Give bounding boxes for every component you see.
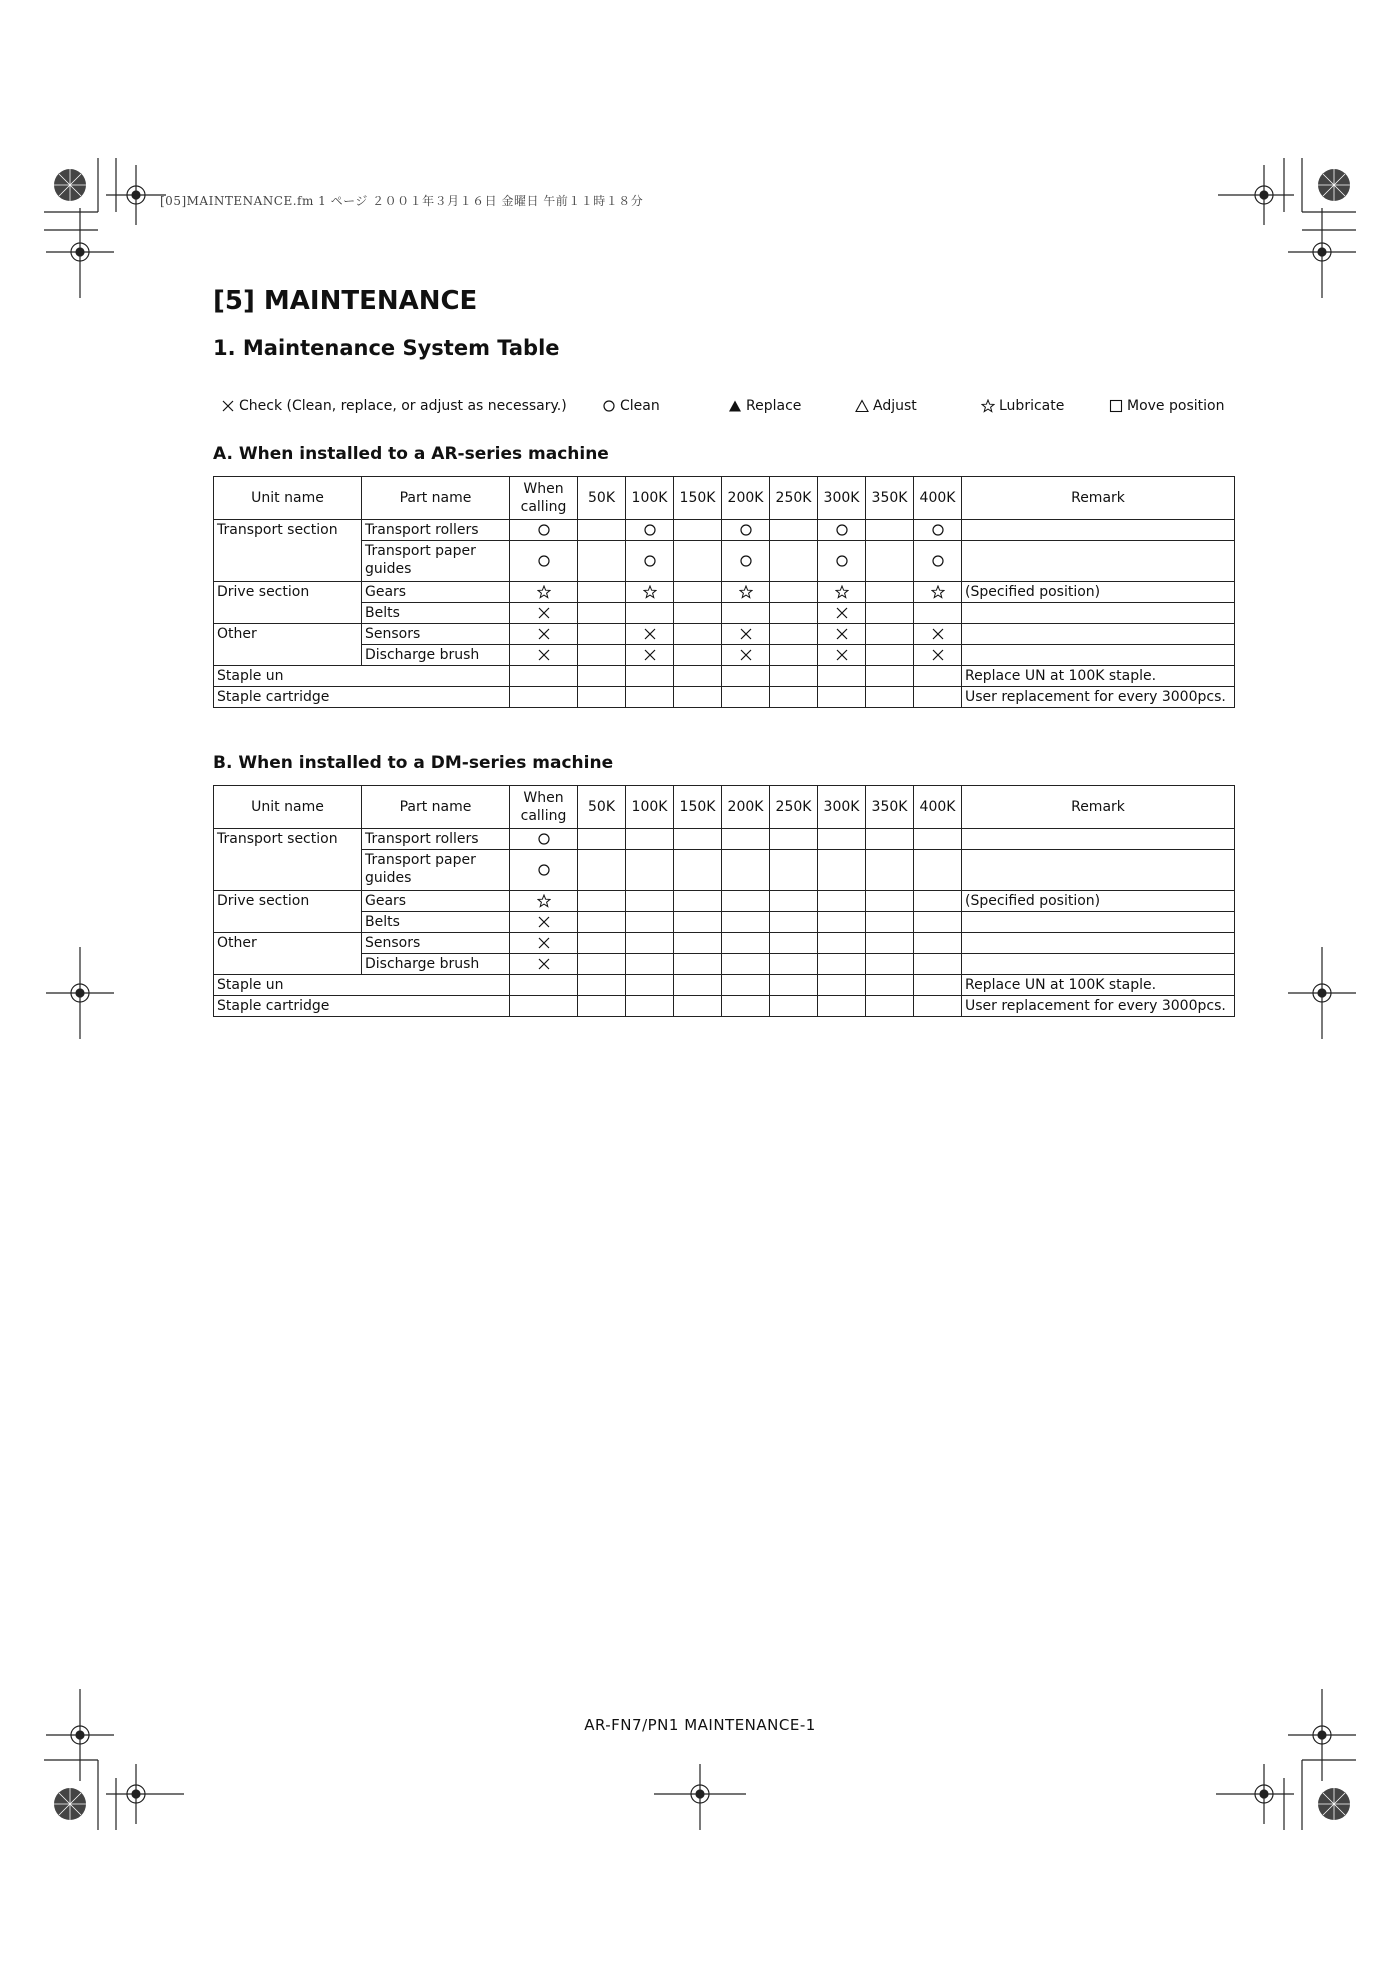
remark-cell	[962, 645, 1235, 666]
table-row	[214, 624, 1235, 645]
header-interval: 150K	[674, 786, 722, 829]
legend-lubricate	[981, 398, 1064, 414]
schedule-cell	[510, 954, 578, 975]
header-interval: 350K	[866, 477, 914, 520]
table-row	[214, 582, 1235, 603]
header-interval: 200K	[722, 786, 770, 829]
schedule-cell	[626, 603, 674, 624]
circle-icon	[602, 399, 616, 413]
cross-icon	[818, 606, 865, 620]
unit-name-cell: Transport section	[214, 829, 362, 891]
schedule-cell	[722, 603, 770, 624]
table-row	[214, 912, 1235, 933]
part-name-cell: Sensors	[362, 933, 510, 954]
header-remark: Remark	[962, 786, 1235, 829]
schedule-cell	[914, 933, 962, 954]
schedule-cell	[770, 996, 818, 1017]
legend-label: Lubricate	[999, 398, 1065, 414]
schedule-cell	[510, 891, 578, 912]
header-interval: 400K	[914, 786, 962, 829]
legend-clean	[602, 398, 660, 414]
schedule-cell	[818, 666, 866, 687]
schedule-cell	[914, 645, 962, 666]
schedule-cell	[866, 829, 914, 850]
cross-icon	[914, 627, 961, 641]
legend-adjust	[855, 398, 917, 414]
schedule-cell	[674, 582, 722, 603]
schedule-cell	[866, 603, 914, 624]
legend-label: Move position	[1127, 398, 1225, 414]
part-name-cell: Transport rollers	[362, 520, 510, 541]
schedule-cell	[866, 850, 914, 891]
schedule-cell	[818, 975, 866, 996]
schedule-cell	[914, 975, 962, 996]
schedule-cell	[674, 850, 722, 891]
schedule-cell	[866, 541, 914, 582]
header-part-name: Part name	[362, 786, 510, 829]
unit-name-cell: Other	[214, 624, 362, 666]
schedule-cell	[770, 975, 818, 996]
schedule-cell	[866, 687, 914, 708]
schedule-cell	[722, 850, 770, 891]
cross-icon	[510, 957, 577, 971]
schedule-cell	[866, 996, 914, 1017]
schedule-cell	[818, 687, 866, 708]
schedule-cell	[674, 666, 722, 687]
part-name-cell: Gears	[362, 582, 510, 603]
cross-icon	[626, 627, 673, 641]
schedule-cell	[722, 891, 770, 912]
schedule-cell	[578, 687, 626, 708]
schedule-cell	[914, 850, 962, 891]
header-unit-name: Unit name	[214, 477, 362, 520]
schedule-cell	[722, 582, 770, 603]
page-footer: AR-FN7/PN1 MAINTENANCE-1	[584, 1716, 816, 1734]
header-interval: 400K	[914, 477, 962, 520]
schedule-cell	[626, 687, 674, 708]
schedule-cell	[914, 954, 962, 975]
schedule-cell	[578, 666, 626, 687]
star-icon	[914, 585, 961, 599]
part-name-cell: Discharge brush	[362, 954, 510, 975]
schedule-cell	[626, 933, 674, 954]
schedule-cell	[770, 933, 818, 954]
schedule-cell	[510, 541, 578, 582]
file-info-header: [05]MAINTENANCE.fm 1 ページ ２００１年３月１６日 金曜日 午前１１時１８分	[160, 194, 644, 208]
table-row	[214, 850, 1235, 891]
schedule-cell	[626, 996, 674, 1017]
header-unit-name: Unit name	[214, 786, 362, 829]
part-name-cell: Transport rollers	[362, 829, 510, 850]
circle-icon	[510, 523, 577, 537]
triangle-icon	[855, 399, 869, 413]
circle-icon	[510, 863, 577, 877]
cross-icon	[510, 915, 577, 929]
unit-name-cell: Other	[214, 933, 362, 975]
schedule-cell	[722, 687, 770, 708]
legend-move-position	[1109, 398, 1224, 414]
cross-icon	[221, 399, 235, 413]
table-row	[214, 520, 1235, 541]
table-row	[214, 891, 1235, 912]
cross-icon	[722, 648, 769, 662]
table-row	[214, 603, 1235, 624]
schedule-cell	[866, 912, 914, 933]
schedule-cell	[818, 582, 866, 603]
schedule-cell	[674, 954, 722, 975]
schedule-cell	[866, 954, 914, 975]
unit-name-cell: Staple cartridge	[214, 687, 510, 708]
cross-icon	[510, 936, 577, 950]
table-row	[214, 954, 1235, 975]
schedule-cell	[626, 912, 674, 933]
schedule-cell	[866, 666, 914, 687]
unit-name-cell: Staple un	[214, 666, 510, 687]
schedule-cell	[818, 850, 866, 891]
remark-cell	[962, 624, 1235, 645]
header-interval: 300K	[818, 786, 866, 829]
schedule-cell	[914, 582, 962, 603]
schedule-cell	[770, 582, 818, 603]
table-row	[214, 829, 1235, 850]
schedule-cell	[578, 975, 626, 996]
table-header-row	[214, 477, 1235, 520]
schedule-cell	[770, 603, 818, 624]
schedule-cell	[578, 541, 626, 582]
circle-icon	[914, 523, 961, 537]
remark-cell	[962, 541, 1235, 582]
remark-cell: User replacement for every 3000pcs.	[962, 996, 1235, 1017]
schedule-cell	[770, 520, 818, 541]
schedule-cell	[722, 624, 770, 645]
schedule-cell	[722, 996, 770, 1017]
header-calling-line: calling	[520, 499, 567, 515]
header-calling-line: calling	[520, 808, 567, 824]
schedule-cell	[818, 891, 866, 912]
schedule-cell	[626, 582, 674, 603]
table-row	[214, 996, 1235, 1017]
schedule-cell	[510, 645, 578, 666]
schedule-cell	[914, 603, 962, 624]
cross-icon	[510, 627, 577, 641]
schedule-cell	[674, 891, 722, 912]
schedule-cell	[510, 582, 578, 603]
part-name-cell: Belts	[362, 912, 510, 933]
schedule-cell	[866, 582, 914, 603]
schedule-cell	[770, 954, 818, 975]
cross-icon	[510, 648, 577, 662]
schedule-cell	[510, 996, 578, 1017]
circle-icon	[722, 554, 769, 568]
header-when-line: When	[523, 481, 564, 497]
schedule-cell	[722, 520, 770, 541]
schedule-cell	[626, 645, 674, 666]
circle-icon	[626, 523, 673, 537]
schedule-cell	[578, 933, 626, 954]
schedule-cell	[914, 996, 962, 1017]
remark-cell	[962, 912, 1235, 933]
table-a-title: A. When installed to a AR-series machine	[213, 444, 609, 464]
schedule-cell	[626, 666, 674, 687]
schedule-cell	[770, 624, 818, 645]
table-row	[214, 975, 1235, 996]
schedule-cell	[818, 912, 866, 933]
schedule-cell	[818, 933, 866, 954]
schedule-cell	[770, 912, 818, 933]
header-remark: Remark	[962, 477, 1235, 520]
schedule-cell	[510, 520, 578, 541]
schedule-cell	[674, 975, 722, 996]
schedule-cell	[626, 829, 674, 850]
header-when-calling	[510, 477, 578, 520]
schedule-cell	[722, 975, 770, 996]
remark-cell	[962, 933, 1235, 954]
schedule-cell	[770, 541, 818, 582]
schedule-cell	[578, 645, 626, 666]
table-row	[214, 687, 1235, 708]
legend-label: Replace	[746, 398, 802, 414]
schedule-cell	[510, 829, 578, 850]
schedule-cell	[722, 541, 770, 582]
legend-label: Clean	[620, 398, 660, 414]
schedule-cell	[722, 666, 770, 687]
header-interval: 250K	[770, 786, 818, 829]
schedule-cell	[914, 829, 962, 850]
schedule-cell	[866, 624, 914, 645]
remark-cell	[962, 603, 1235, 624]
schedule-cell	[510, 624, 578, 645]
star-icon	[722, 585, 769, 599]
table-header-row	[214, 786, 1235, 829]
remark-cell: User replacement for every 3000pcs.	[962, 687, 1235, 708]
schedule-cell	[818, 645, 866, 666]
maintenance-table-ar	[213, 476, 1235, 708]
schedule-cell	[578, 850, 626, 891]
circle-icon	[818, 523, 865, 537]
schedule-cell	[818, 603, 866, 624]
schedule-cell	[626, 520, 674, 541]
schedule-cell	[626, 975, 674, 996]
legend-label: Adjust	[873, 398, 917, 414]
table-row	[214, 645, 1235, 666]
cross-icon	[818, 627, 865, 641]
schedule-cell	[914, 891, 962, 912]
schedule-cell	[914, 624, 962, 645]
remark-cell	[962, 850, 1235, 891]
schedule-cell	[770, 891, 818, 912]
remark-cell: (Specified position)	[962, 891, 1235, 912]
schedule-cell	[818, 541, 866, 582]
schedule-cell	[914, 520, 962, 541]
header-interval: 100K	[626, 786, 674, 829]
schedule-cell	[626, 850, 674, 891]
star-icon	[626, 585, 673, 599]
schedule-cell	[722, 912, 770, 933]
schedule-cell	[818, 954, 866, 975]
schedule-cell	[510, 687, 578, 708]
schedule-cell	[626, 624, 674, 645]
schedule-cell	[914, 666, 962, 687]
part-name-cell: Discharge brush	[362, 645, 510, 666]
schedule-cell	[818, 520, 866, 541]
schedule-cell	[866, 975, 914, 996]
remark-cell: Replace UN at 100K staple.	[962, 975, 1235, 996]
star-icon	[510, 585, 577, 599]
cross-icon	[914, 648, 961, 662]
header-interval: 200K	[722, 477, 770, 520]
legend-replace	[728, 398, 801, 414]
schedule-cell	[866, 933, 914, 954]
schedule-cell	[674, 829, 722, 850]
remark-cell: (Specified position)	[962, 582, 1235, 603]
schedule-cell	[722, 933, 770, 954]
schedule-cell	[578, 912, 626, 933]
schedule-cell	[626, 954, 674, 975]
schedule-cell	[510, 933, 578, 954]
schedule-cell	[510, 975, 578, 996]
legend-label: Check (Clean, replace, or adjust as necessary.)	[239, 398, 567, 414]
header-interval: 150K	[674, 477, 722, 520]
table-b-title: B. When installed to a DM-series machine	[213, 753, 614, 773]
page-title: [5] MAINTENANCE	[213, 286, 478, 316]
part-name-cell: Belts	[362, 603, 510, 624]
part-name-cell: Transport paper guides	[362, 850, 510, 891]
cross-icon	[626, 648, 673, 662]
circle-icon	[510, 832, 577, 846]
unit-name-cell: Drive section	[214, 582, 362, 624]
schedule-cell	[510, 666, 578, 687]
schedule-cell	[674, 624, 722, 645]
schedule-cell	[770, 687, 818, 708]
schedule-cell	[510, 850, 578, 891]
schedule-cell	[866, 891, 914, 912]
unit-name-cell: Drive section	[214, 891, 362, 933]
remark-cell	[962, 520, 1235, 541]
legend-check	[221, 398, 567, 414]
star-icon	[981, 399, 995, 413]
cross-icon	[722, 627, 769, 641]
circle-icon	[510, 554, 577, 568]
unit-name-cell: Staple un	[214, 975, 510, 996]
schedule-cell	[578, 829, 626, 850]
maintenance-table-dm	[213, 785, 1235, 1017]
header-interval: 50K	[578, 477, 626, 520]
header-interval: 350K	[866, 786, 914, 829]
table-row	[214, 666, 1235, 687]
schedule-cell	[866, 520, 914, 541]
unit-name-cell: Transport section	[214, 520, 362, 582]
schedule-cell	[914, 912, 962, 933]
unit-name-cell: Staple cartridge	[214, 996, 510, 1017]
schedule-cell	[674, 520, 722, 541]
header-part-name: Part name	[362, 477, 510, 520]
schedule-cell	[626, 891, 674, 912]
header-when-calling	[510, 786, 578, 829]
schedule-cell	[818, 829, 866, 850]
schedule-cell	[674, 996, 722, 1017]
table-row	[214, 541, 1235, 582]
circle-icon	[626, 554, 673, 568]
schedule-cell	[578, 582, 626, 603]
schedule-cell	[578, 603, 626, 624]
schedule-cell	[578, 624, 626, 645]
schedule-cell	[674, 687, 722, 708]
header-interval: 300K	[818, 477, 866, 520]
remark-cell	[962, 829, 1235, 850]
square-icon	[1109, 399, 1123, 413]
schedule-cell	[722, 645, 770, 666]
star-icon	[818, 585, 865, 599]
header-when-line: When	[523, 790, 564, 806]
schedule-cell	[770, 850, 818, 891]
schedule-cell	[578, 996, 626, 1017]
schedule-cell	[510, 912, 578, 933]
schedule-cell	[674, 645, 722, 666]
schedule-cell	[866, 645, 914, 666]
part-name-cell: Transport paper guides	[362, 541, 510, 582]
schedule-cell	[722, 954, 770, 975]
section-title: 1. Maintenance System Table	[213, 336, 560, 360]
star-icon	[510, 894, 577, 908]
schedule-cell	[770, 666, 818, 687]
part-name-cell: Sensors	[362, 624, 510, 645]
circle-icon	[818, 554, 865, 568]
circle-icon	[914, 554, 961, 568]
schedule-cell	[626, 541, 674, 582]
schedule-cell	[510, 603, 578, 624]
schedule-cell	[578, 891, 626, 912]
schedule-cell	[722, 829, 770, 850]
circle-icon	[722, 523, 769, 537]
table-row	[214, 933, 1235, 954]
schedule-cell	[818, 996, 866, 1017]
schedule-cell	[770, 829, 818, 850]
remark-cell	[962, 954, 1235, 975]
schedule-cell	[770, 645, 818, 666]
schedule-cell	[674, 603, 722, 624]
schedule-cell	[914, 541, 962, 582]
header-interval: 250K	[770, 477, 818, 520]
part-name-cell: Gears	[362, 891, 510, 912]
remark-cell: Replace UN at 100K staple.	[962, 666, 1235, 687]
filled-triangle-icon	[728, 399, 742, 413]
header-interval: 50K	[578, 786, 626, 829]
schedule-cell	[818, 624, 866, 645]
schedule-cell	[674, 933, 722, 954]
cross-icon	[510, 606, 577, 620]
cross-icon	[818, 648, 865, 662]
schedule-cell	[674, 541, 722, 582]
schedule-cell	[578, 520, 626, 541]
header-interval: 100K	[626, 477, 674, 520]
schedule-cell	[914, 687, 962, 708]
schedule-cell	[674, 912, 722, 933]
schedule-cell	[578, 954, 626, 975]
